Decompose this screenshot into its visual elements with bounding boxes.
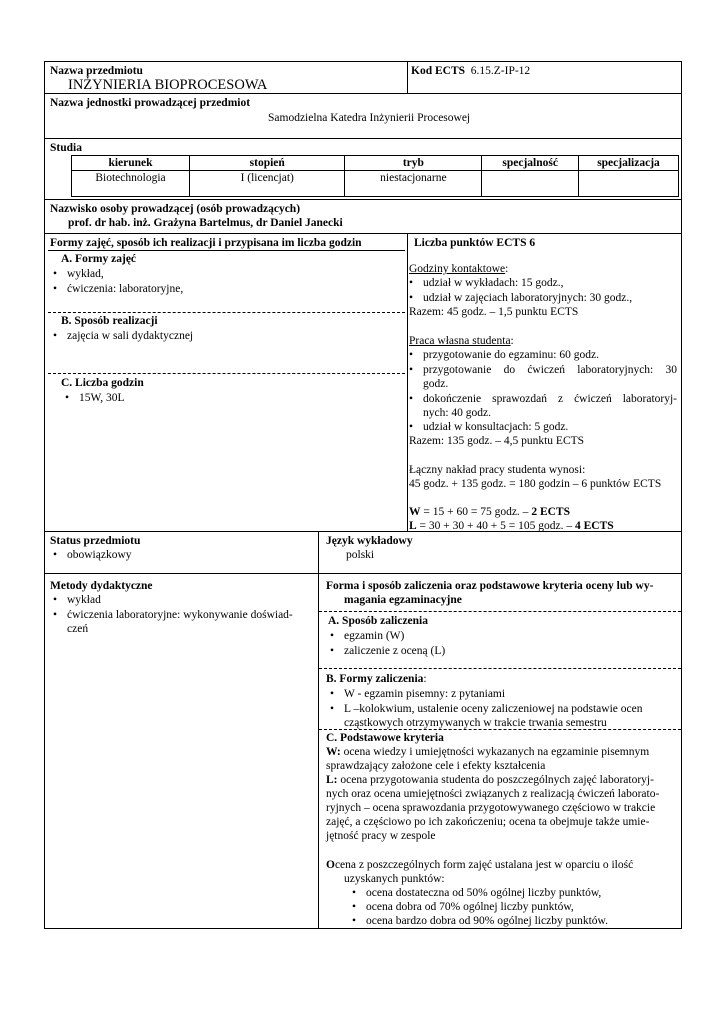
own-total: Razem: 135 godz. – 4,5 punktu ECTS [409, 435, 585, 447]
contact-total: Razem: 45 godz. – 1,5 punktu ECTS [409, 306, 579, 318]
own-title: Praca własna studenta: [409, 335, 514, 347]
workload-line2: 45 godz. + 135 godz. = 180 godzin – 6 punktów ECTS [409, 478, 662, 490]
studia-val-specjalnosc [482, 171, 579, 197]
final-grade-intro-cont: uzyskanych punktów: [344, 873, 445, 885]
unit-value: Samodzielna Katedra Inżynierii Procesowej [268, 112, 471, 124]
assessment-label-cont: magania egzaminacyjne [344, 594, 462, 606]
course-card [44, 61, 682, 929]
assessment-b-item-cont: cząstkowych otrzymywanych w trakcie trwania semestru [344, 717, 607, 729]
studia-val-stopien: I (licencjat) [190, 171, 345, 197]
ects-code-label: Kod ECTS [411, 65, 466, 77]
forms-b-title: B. Sposób realizacji [61, 315, 158, 327]
assessment-b-item: • L –kolokwium, ustalenie oceny zaliczeniowej na podstawie ocen [344, 702, 642, 716]
grade-item: • ocena dobra od 70% ogólnej liczby punktów, [366, 900, 574, 914]
studia-table [71, 155, 679, 197]
own-item: • przygotowanie do egzaminu: 60 godz. [423, 348, 599, 362]
assessment-a-item: • zaliczenie z oceną (L) [344, 644, 445, 658]
assessment-b-item: • W - egzamin pisemny: z pytaniami [344, 687, 505, 701]
l-breakdown: L = 30 + 30 + 40 + 5 = 105 godz. – 4 ECTS [409, 520, 614, 532]
unit-label: Nazwa jednostki prowadzącej przedmiot [50, 97, 251, 109]
final-grade-intro: Ocena z poszczególnych form zajęć ustalana jest w oparciu o ilość [326, 859, 634, 871]
studia-col-tryb: tryb [345, 156, 482, 171]
w-breakdown: W = 15 + 60 = 75 godz. – 2 ECTS [409, 506, 570, 518]
own-item: • przygotowanie do ćwiczeń laboratoryjnych: 30 [423, 363, 677, 377]
ects-code-value: 6.15.Z-IP-12 [470, 65, 531, 77]
studia-val-specjalizacja [578, 171, 678, 197]
course-name-label: Nazwa przedmiotu [50, 65, 143, 77]
assessment-a-title: A. Sposób zaliczenia [328, 615, 428, 627]
studia-val-kierunek: Biotechnologia [72, 171, 190, 197]
forms-c-item: • 15W, 30L [79, 391, 125, 405]
course-name: INŻYNIERIA BIOPROCESOWA [68, 77, 268, 93]
criteria-l: L: ocena przygotowania studenta do poszczególnych zajęć laboratoryj- nych oraz ocena umiejętności związanych z realizacją ćwiczeń laborato- ryjnych – ocena sprawozdania przygotowywanego częściowo w trakcie zajęć, a częściowo po ich zakończeniu; ocena ta obejmuje także umie- jętność pracy w zespole [326, 774, 660, 842]
language-label: Język wykładowy [326, 535, 413, 547]
ects-label: Liczba punktów ECTS 6 [414, 237, 536, 249]
forms-a-item: • ćwiczenia: laboratoryjne, [67, 282, 183, 296]
status-label: Status przedmiotu [50, 535, 141, 547]
assessment-a-item: • egzamin (W) [344, 629, 404, 643]
forms-label: Formy zajęć, sposób ich realizacji i przypisana im liczba godzin [50, 237, 362, 249]
workload-line1: Łączny nakład pracy studenta wynosi: [409, 464, 586, 476]
studia-col-stopien: stopień [190, 156, 345, 171]
own-item: • dokończenie sprawozdań z ćwiczeń laboratoryj- [423, 392, 677, 406]
studia-col-specjalizacja: specjalizacja [578, 156, 678, 171]
lecturers-value: prof. dr hab. inż. Grażyna Bartelmus, dr Daniel Janecki [68, 217, 343, 229]
criteria-w: W: ocena wiedzy i umiejętności wykazanych na egzaminie pisemnym sprawdzający założone cele i efekty kształcenia [326, 746, 650, 772]
forms-c-title: C. Liczba godzin [61, 377, 144, 389]
own-item-cont: nych: 40 godz. [423, 407, 492, 419]
own-item-cont: godz. [423, 378, 449, 390]
assessment-c-title: C. Podstawowe kryteria [326, 732, 444, 744]
forms-a-item: • wykład, [67, 267, 104, 281]
studia-label: Studia [50, 142, 82, 154]
lecturers-label: Nazwisko osoby prowadzącej (osób prowadzących) [50, 203, 301, 215]
own-item: • udział w konsultacjach: 5 godz. [423, 420, 568, 434]
methods-item: • wykład [67, 593, 101, 607]
methods-item: • ćwiczenia laboratoryjne: wykonywanie doświad- [67, 608, 293, 622]
methods-item-cont: czeń [67, 623, 89, 635]
assessment-label: Forma i sposób zaliczenia oraz podstawowe kryteria oceny lub wy- [326, 580, 654, 592]
forms-b-item: • zajęcia w sali dydaktycznej [67, 329, 193, 343]
language-value: polski [346, 549, 375, 561]
contact-item: • udział w wykładach: 15 godz., [423, 276, 564, 290]
studia-col-specjalnosc: specjalność [482, 156, 579, 171]
studia-val-tryb: niestacjonarne [345, 171, 482, 197]
assessment-b-title: B. Formy zaliczenia: [326, 673, 427, 685]
status-value: • obowiązkowy [67, 548, 132, 562]
grade-item: • ocena dostateczna od 50% ogólnej liczby punktów, [366, 886, 601, 900]
contact-item: • udział w zajęciach laboratoryjnych: 30 godz., [423, 291, 632, 305]
ects-code [411, 64, 530, 78]
forms-a-title: A. Formy zajęć [61, 253, 137, 265]
grade-item: • ocena bardzo dobra od 90% ogólnej liczby punktów. [366, 914, 608, 928]
studia-col-kierunek: kierunek [72, 156, 190, 171]
contact-title: Godziny kontaktowe: [409, 263, 509, 275]
methods-label: Metody dydaktyczne [50, 580, 153, 592]
